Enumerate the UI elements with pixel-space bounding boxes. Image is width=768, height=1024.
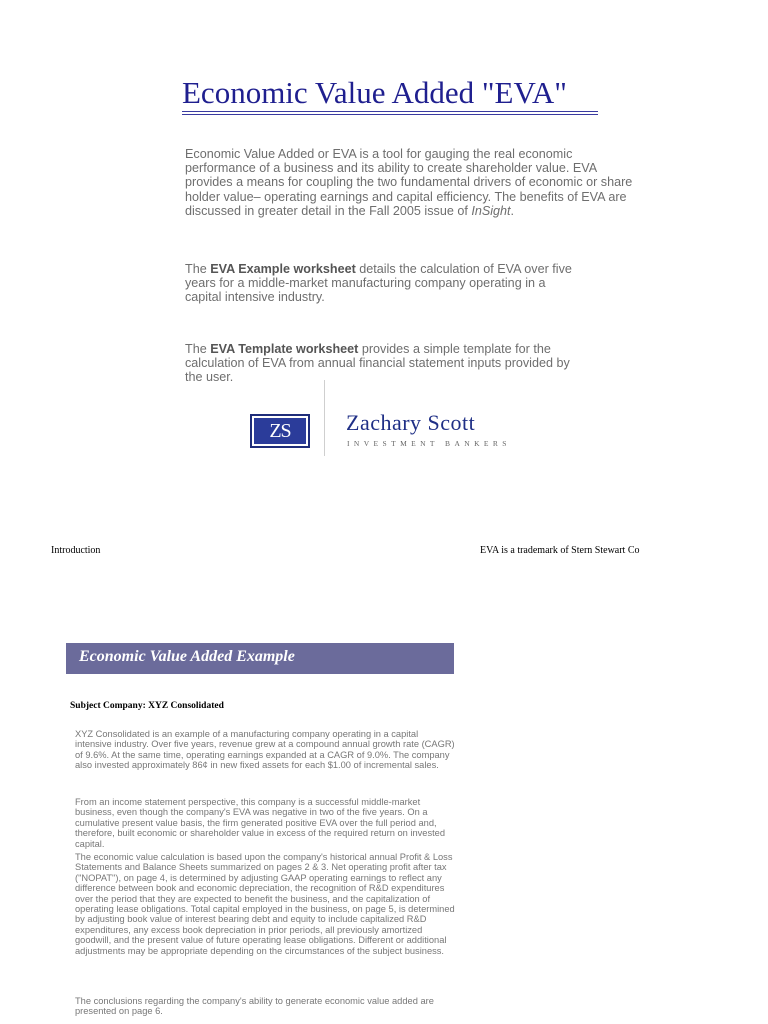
eva-example-worksheet-link: EVA Example worksheet <box>210 262 356 276</box>
subject-company: Subject Company: XYZ Consolidated <box>70 701 224 711</box>
insight-publication: InSight <box>471 203 511 218</box>
example-banner <box>66 643 454 674</box>
example-paragraph-3: The economic value calculation is based upon the company's historical annual Profit & Loss Statements and Balance Sheets summarized on pages 2 & 3. Net operating profit after tax ("NOPAT"), on page 4, is determined by adjusting GAAP operating earnings to reflect any difference between book and economic depreciation, the recognition of R&D expenditures over the period that they are expected to benefit the business, and the capitalization of operating lease obligations. Total capital employed in the business, on page 5, is determined by adjusting book value of interest bearing debt and equity to include capitalized R&D expenditures, any excess book depreciation in prior periods, all previously amortized goodwill, and the present value of future operating lease obligations. Different or additional adjustments may be appropriate depending on the circumstances of the subject business. <box>75 852 455 956</box>
example-paragraph-2: From an income statement perspective, this company is a successful middle-market business, even though the company's EVA was negative in two of the five years. On a cumulative present value basis, the firm generated positive EVA over the full period and, therefore, built economic or shareholder value in excess of the required return on invested capital. <box>75 797 446 849</box>
example-paragraph-1: XYZ Consolidated is an example of a manufacturing company operating in a capital intensive industry. Over five years, revenue grew at a compound annual growth rate (CAGR) of 9.6%. At the same time, operating earnings expanded at a CAGR of 9.0%. The company also invested approximately 86¢ in new fixed assets for each $1.00 of incremental sales. <box>75 729 455 771</box>
intro-paragraph-2 <box>185 262 580 305</box>
zachary-scott-logo <box>250 380 550 456</box>
title-underline <box>182 111 598 112</box>
zs-monogram-icon <box>250 414 310 448</box>
page-title: Economic Value Added "EVA" <box>182 75 567 110</box>
intro-p1-end: . <box>510 203 515 218</box>
example-paragraph-4: The conclusions regarding the company's ability to generate economic value added are presented on page 6. <box>75 996 434 1017</box>
intro-p1-text: Economic Value Added or EVA is a tool for gauging the real economic performance of a business and its ability to create shareholder value. EVA provides a means for coupling the two fundamental drivers of economic or share holder value– operating earnings and capital efficiency. The benefits of EVA are discussed in greater detail in the Fall 2005 issue of <box>185 147 633 218</box>
intro-p3-pre: The <box>185 342 211 356</box>
intro-p2-post: details the calculation of EVA over five years for a middle-market manufacturing company operating in a capital intensive industry. <box>185 262 572 305</box>
intro-p2-pre: The <box>185 262 211 276</box>
intro-p3-post: provides a simple template for the calculation of EVA from annual financial statement inputs provided by the user. <box>185 342 570 385</box>
logo-divider <box>324 380 325 456</box>
title-underline-2 <box>182 114 598 115</box>
footer-sheet-name: Introduction <box>51 545 101 556</box>
intro-paragraph-1 <box>185 147 635 218</box>
example-banner-title: Economic Value Added Example <box>79 648 295 665</box>
footer-trademark: EVA is a trademark of Stern Stewart Co <box>480 545 640 556</box>
eva-template-worksheet-link: EVA Template worksheet <box>210 342 359 356</box>
logo-tagline: INVESTMENT BANKERS <box>347 439 511 448</box>
logo-company-name: Zachary Scott <box>346 410 476 435</box>
intro-paragraph-3 <box>185 342 580 385</box>
zs-monogram-text: ZS <box>254 418 306 444</box>
